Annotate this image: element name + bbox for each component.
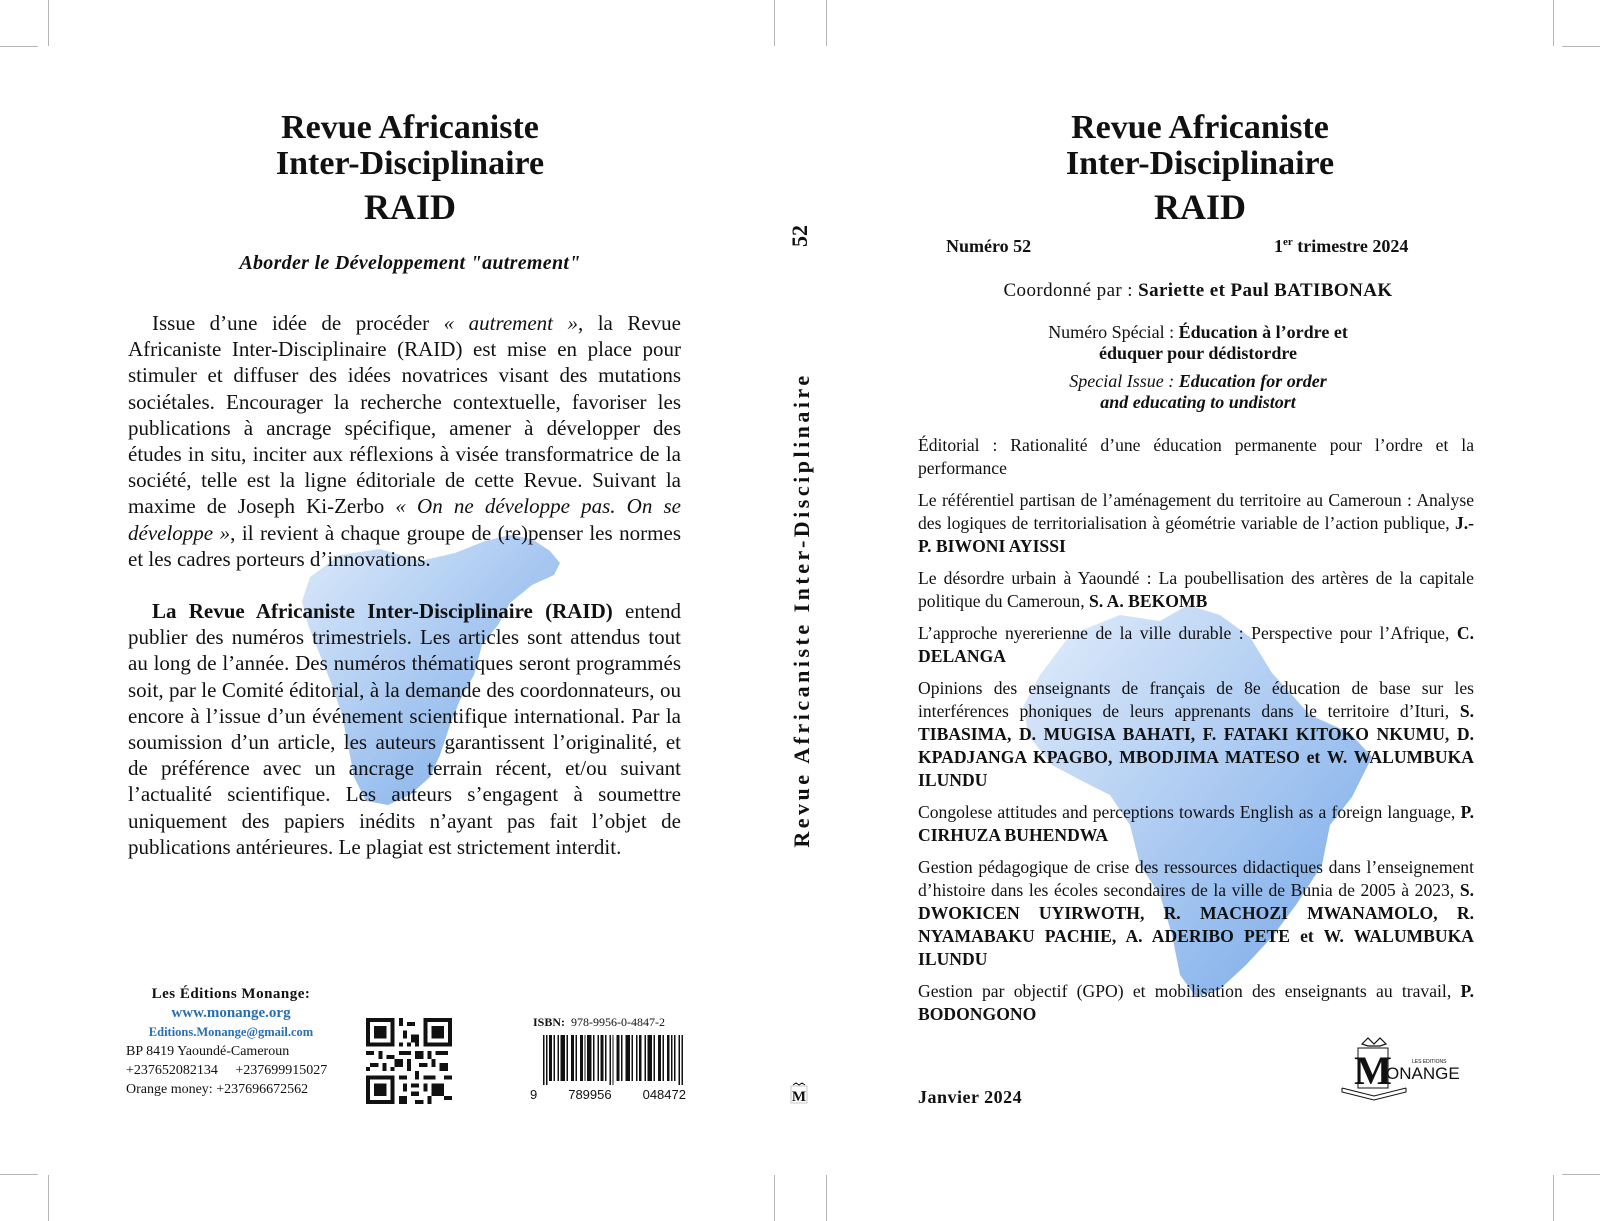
special-fr-line1	[918, 322, 1478, 343]
toc-entry-authors: J.-P. BIWONI AYISSI	[918, 513, 1474, 556]
toc-entry-authors: P. BODONGONO	[918, 981, 1474, 1024]
publisher-phones	[126, 1061, 336, 1080]
crop-mark	[0, 46, 38, 47]
special-fr-title2: éduquer pour dédistordre	[1098, 343, 1298, 363]
crop-mark	[48, 1175, 49, 1221]
publisher-website: www.monange.org	[171, 1005, 291, 1021]
toc-entry-title: Gestion par objectif (GPO) et mobilisation des enseignants au travail,	[918, 981, 1461, 1001]
toc-entry	[918, 801, 1474, 847]
special-fr-line2	[918, 343, 1478, 364]
publisher-address: BP 8419 Yaoundé-Cameroun	[126, 1044, 290, 1059]
back-title-line2: Inter-Disciplinaire	[275, 145, 545, 182]
toc-entry-authors: S. A. BEKOMB	[1089, 591, 1208, 611]
barcode-digit-group: 048472	[642, 1087, 686, 1102]
toc-entry-title: Éditorial : Rationalité d’une éducation permanente pour l’ordre et la performance	[918, 435, 1474, 478]
crop-mark	[826, 1175, 827, 1221]
crop-mark	[48, 0, 49, 46]
toc-entry-title: Gestion pédagogique de crise des ressources didactiques dans l’enseignement d’histoire dans les écoles secondaires de la ville de Bunia de 2005 à 2023,	[918, 857, 1474, 900]
special-issue-en	[918, 371, 1478, 413]
publisher-email: Editions.Monange@gmail.com	[148, 1025, 314, 1039]
qr-code	[362, 1018, 456, 1104]
crop-mark	[1553, 1175, 1554, 1221]
quarter-superscript: er	[1283, 236, 1293, 248]
spine-logo-icon	[790, 1082, 808, 1104]
toc-entry	[918, 980, 1474, 1026]
toc-entry	[918, 489, 1474, 558]
back-paragraph-2	[128, 598, 681, 860]
special-en-label: Special Issue :	[1069, 371, 1179, 391]
isbn-number: 978-9956-0-4847-2	[571, 1015, 665, 1029]
coord-label: Coordonné par :	[1003, 280, 1139, 301]
spine-issue-number: 52	[787, 225, 812, 247]
toc-entry-title: Opinions des enseignants de français de 8e éducation de base sur les interférences phoniques de leurs apprenants dans le territoire d’Ituri,	[918, 678, 1474, 721]
toc-entry	[918, 622, 1474, 668]
crop-mark	[1562, 46, 1600, 47]
logo-text: ONANGE	[1386, 1064, 1460, 1083]
barcode-digit-group: 789956	[568, 1087, 612, 1102]
isbn	[533, 1015, 665, 1030]
barcode-digit-group: 9	[530, 1087, 538, 1102]
toc-entry-title: Le désordre urbain à Yaoundé : La poubellisation des artères de la capitale politique du Cameroun,	[918, 568, 1474, 611]
publisher-info	[126, 985, 336, 1099]
logo-small-text: LES EDITIONS	[1412, 1059, 1447, 1065]
back-body	[128, 310, 681, 884]
toc-entry	[918, 567, 1474, 613]
p1-text-a: Issue d’une idée de procéder	[152, 311, 444, 335]
back-title-raid: RAID	[363, 187, 456, 227]
publisher-name: Les Éditions Monange:	[151, 986, 311, 1002]
issue-quarter	[1274, 236, 1408, 257]
special-issue-fr	[918, 322, 1478, 364]
crop-mark	[774, 0, 775, 46]
spine-logo-letter: M	[791, 1089, 807, 1104]
special-fr-label: Numéro Spécial :	[1048, 322, 1179, 342]
quarter-text: trimestre 2024	[1292, 236, 1409, 256]
front-title-raid: RAID	[1153, 187, 1246, 227]
toc-entry-title: L’approche nyererienne de la ville durable : Perspective pour l’Afrique,	[918, 623, 1457, 643]
p1-text-b: , la Revue Africaniste Inter-Disciplinaire (RAID) est mise en place pour stimuler et diffuser des idées novatrices visant des mutations sociétales. Encourager la recherche contextuelle, favoriser les publications à ancrage spécifique, amener à développer des études in situ, inciter aux réflexions à visée transformatrice de la société, telle est la ligne éditoriale de cette Revue. Suivant la maxime de Joseph Ki-Zerbo	[128, 311, 682, 519]
table-of-contents	[918, 434, 1474, 1035]
p1-quote-autrement: « autrement »	[443, 311, 578, 335]
toc-entry-title: Congolese attitudes and perceptions towards English as a foreign language,	[918, 802, 1461, 822]
phone-2: +237699915027	[235, 1063, 328, 1078]
toc-entry-authors: S. DWOKICEN UYIRWOTH, R. MACHOZI MWANAMOLO, R. NYAMABAKU PACHIE, A. ADERIBO PETE et W. WALUMBUKA ILUNDU	[918, 880, 1474, 969]
crop-mark	[774, 1175, 775, 1221]
toc-entry-title: Le référentiel partisan de l’aménagement du territoire au Cameroun : Analyse des logiques de territorialisation à géométrie variable de l’action publique,	[918, 490, 1474, 533]
crop-mark	[1562, 1174, 1600, 1175]
spine-title: Revue Africaniste Inter-Disciplinaire	[789, 372, 814, 848]
toc-entry	[918, 677, 1474, 792]
publication-date: Janvier 2024	[918, 1087, 1023, 1107]
toc-entry-authors: S. TIBASIMA, D. MUGISA BAHATI, F. FATAKI KITOKO NKUMU, D. KPADJANGA KPAGBO, MBODJIMA MATESO et W. WALUMBUKA ILUNDU	[918, 701, 1474, 790]
p1-text-c: , il revient à chaque groupe de (re)penser les normes et les cadres porteurs d’innovations.	[128, 520, 681, 571]
back-title-line1: Revue Africaniste	[281, 109, 539, 146]
crop-mark	[826, 0, 827, 46]
p2-text: entend publier des numéros trimestriels. Les articles sont attendus tout au long de l’année. Des numéros thématiques seront programmés soit, par le Comité éditorial, à la demande des coordonnateurs, ou encore à l’issue d’un événement scientifique international. Par la soumission d’un article, les auteurs garantissent l’originalité, et de préférence avec un ancrage terrain récent, et/ou suivant l’actualité scientifique. Les auteurs s’engagent à soumettre uniquement des papiers inédits n’ayant pas fait l’objet de publications antérieures. Le plagiat est strictement interdit.	[128, 599, 681, 859]
barcode	[543, 1035, 683, 1085]
logo-letter: M	[1354, 1048, 1392, 1093]
coord-names: Sariette et Paul BATIBONAK	[1138, 280, 1393, 301]
crop-mark	[1553, 0, 1554, 46]
toc-entry	[918, 434, 1474, 480]
issue-number: Numéro 52	[946, 236, 1032, 256]
special-en-line2	[918, 392, 1478, 413]
toc-entry	[918, 856, 1474, 971]
p2-bold-name: La Revue Africaniste Inter-Disciplinaire (RAID)	[152, 599, 613, 624]
isbn-label: ISBN:	[533, 1015, 566, 1029]
special-en-line1	[918, 371, 1478, 392]
barcode-digits	[530, 1087, 686, 1102]
special-fr-title1: Éducation à l’ordre et	[1178, 322, 1348, 342]
monange-logo	[1340, 1036, 1476, 1104]
crop-mark	[0, 1174, 38, 1175]
tagline: Aborder le Développement "autrement"	[239, 252, 581, 274]
front-title-line2: Inter-Disciplinaire	[1065, 145, 1335, 182]
back-paragraph-1	[128, 310, 681, 572]
orange-money: Orange money: +237696672562	[126, 1082, 309, 1097]
toc-entry-authors: C. DELANGA	[918, 623, 1474, 666]
quarter-number: 1	[1274, 236, 1283, 256]
toc-entry-authors: P. CIRHUZA BUHENDWA	[918, 802, 1474, 845]
special-en-title2: and educating to undistort	[1100, 392, 1296, 412]
phone-1: +237652082134	[126, 1063, 218, 1078]
coordinators	[918, 280, 1478, 302]
p1-quote-ki-zerbo: « On ne développe pas. On se développe »	[128, 494, 681, 545]
special-en-title1: Education for order	[1178, 371, 1327, 391]
front-title-line1: Revue Africaniste	[1071, 109, 1329, 146]
